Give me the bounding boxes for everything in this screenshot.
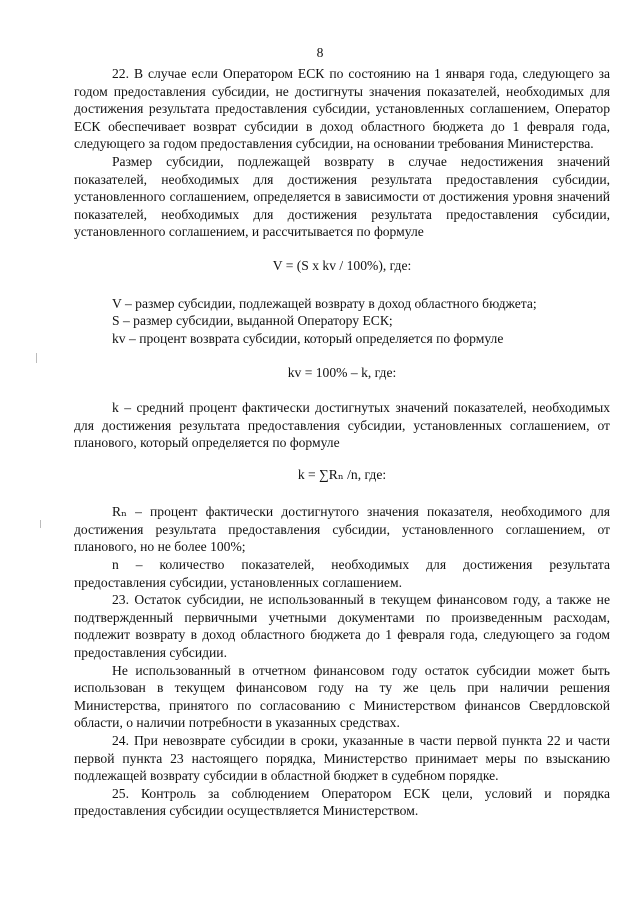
definition-s: S – размер субсидии, выданной Оператору ЕСК; xyxy=(112,313,393,329)
paragraph-refund-size: Размер субсидии, подлежащей возврату в случае недостижения значений показателей, необходимых для достижения результата предоставления субсидии, установленного соглашением, определяется в зависимости от достижения уровня значений показателей, необходимых для достижения результата предоставления субсидии, установленного соглашением, и рассчитывается по формуле xyxy=(74,153,610,240)
formula-v: V = (S x kv / 100%), где: xyxy=(272,257,412,273)
definition-v: V – размер субсидии, подлежащей возврату в доход областного бюджета; xyxy=(112,295,537,311)
definition-kv: kv – процент возврата субсидии, который определяется по формуле xyxy=(112,330,504,346)
paragraph-23: 23. Остаток субсидии, не использованный в текущем финансовом году, а также не подтвержденный первичными учетными документами по произведенным расходам, подлежит возврату в доход областного бюджета до 1 февраля года, следующего за годом предоставления субсидии. xyxy=(74,592,610,661)
definition-k: k – средний процент фактически достигнутых значений показателей, необходимых для достижения результата предоставления субсидии, установленных соглашением, от планового, который определяется по формуле xyxy=(74,399,610,451)
document-body xyxy=(74,65,610,820)
scan-mark xyxy=(36,353,37,363)
definition-rn: Rₙ – процент фактически достигнутого значения показателя, необходимого для достижения результата предоставления субсидии, установленного соглашением, от планового, но не более 100%; xyxy=(74,504,610,555)
formula-k: k = ∑Rₙ /n, где: xyxy=(297,466,387,482)
scan-mark xyxy=(40,520,41,528)
definition-n: n – количество показателей, необходимых для достижения результата предоставления субсидии, установленных соглашением. xyxy=(74,557,610,590)
paragraph-22: 22. В случае если Оператором ЕСК по состоянию на 1 января года, следующего за годом предоставления субсидии, не достигнуты значения показателей, необходимых для достижения результата предоставления субсидии, установленных соглашением, Оператор ЕСК обеспечивает возврат субсидии в доход областного бюджета до 1 февраля года, следующего за годом предоставления субсидии, на основании требования Министерства. xyxy=(74,66,610,152)
paragraph-23-unused: Не использованный в отчетном финансовом году остаток субсидии может быть использован в текущем финансовом году на ту же цель при наличии решения Министерства, принятого по согласованию с Министерством финансов Свердловской области, о наличии потребности в указанных средствах. xyxy=(74,662,610,731)
page-number: 8 xyxy=(316,45,324,60)
paragraph-24: 24. При невозврате субсидии в сроки, указанные в части первой пункта 22 и части первой пункта 23 настоящего порядка, Министерство принимает меры по взысканию подлежащей возврату субсидии в областной бюджет в судебном порядке. xyxy=(74,733,610,784)
formula-kv: kv = 100% – k, где: xyxy=(287,365,397,381)
paragraph-25: 25. Контроль за соблюдением Оператором ЕСК цели, условий и порядка предоставления субсидии осуществляется Министерством. xyxy=(74,785,610,819)
